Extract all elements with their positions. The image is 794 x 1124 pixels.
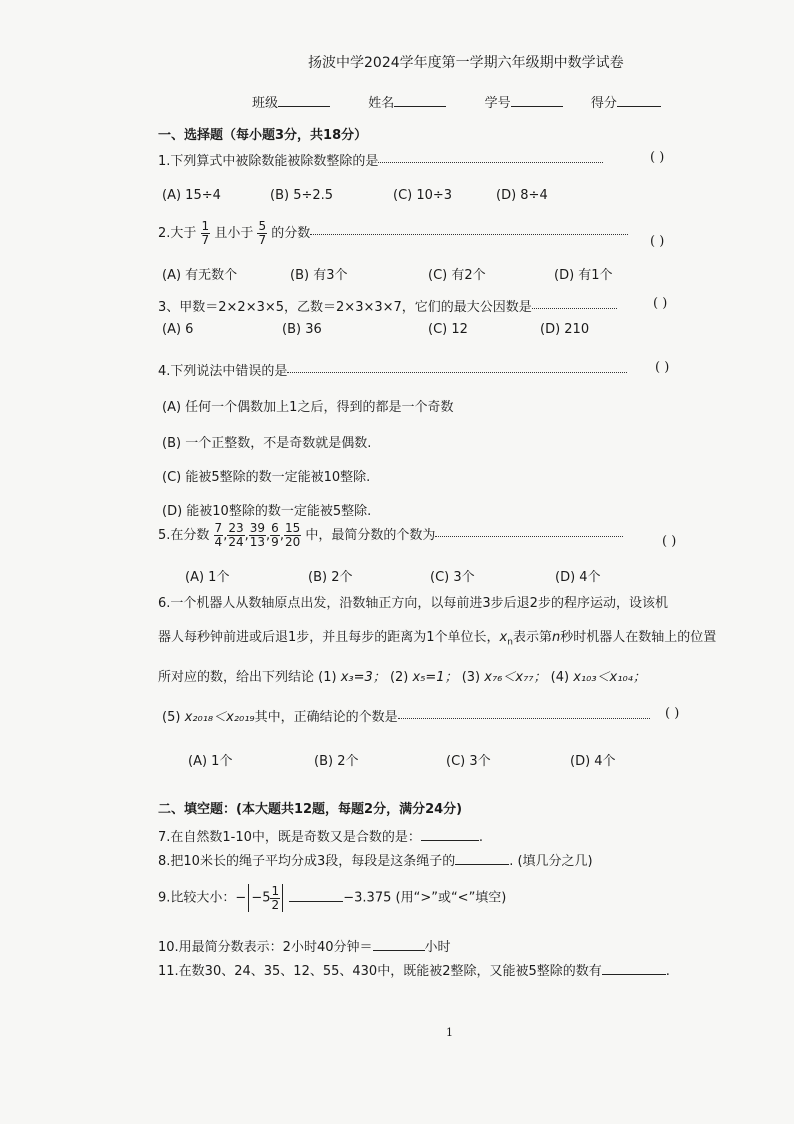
q10-unit: 小时 [424, 940, 451, 955]
q5-stem: 5.在分数 $\frac{7}{4}$ , $\frac{23}{24}$ , $\frac{39}{13}$ , $\frac{6}{9}$ , $\frac{15}{20}$ 中，最简分数的个数为 [158, 522, 623, 549]
q2-stem [158, 220, 628, 247]
q3-opt-c[interactable]: (C) 12 [428, 322, 468, 337]
q9-frac [270, 885, 280, 912]
q9-value: −3.375 [343, 890, 392, 906]
q5-post: 中，最简分数的个数为 [305, 528, 436, 543]
q2-opt-d[interactable]: (D) 有1个 [554, 268, 613, 283]
class-blank[interactable] [278, 105, 330, 107]
q3-text: 3、甲数＝2×2×3×5，乙数＝2×3×3×7，它们的最大公因数是 [158, 300, 532, 315]
q1-opt-a[interactable]: (A) 15÷4 [162, 188, 221, 203]
q5-frac-1 [214, 522, 224, 549]
q6-line2a: 器人每秒钟前进或后退1步，并且每步的距离为1个单位长， [158, 630, 500, 645]
q6-xn-sub: n [507, 637, 513, 648]
q6-opt-a[interactable]: (A) 1个 [188, 754, 233, 769]
q5-frac-5 [284, 522, 301, 549]
q5-answer-paren[interactable]: ( ) [662, 534, 677, 549]
q5-opt-c[interactable]: (C) 3个 [430, 570, 475, 585]
q10-text: 10.用最简分数表示：2小时40分钟＝ [158, 940, 373, 955]
section1-heading: 一、选择题（每小题3分，共18分） [158, 128, 368, 143]
q9-abs-left [248, 884, 249, 912]
q5-dots [435, 535, 623, 537]
q2-dots [310, 233, 628, 235]
q6-opt-c[interactable]: (C) 3个 [446, 754, 491, 769]
q2-frac1-num: 1 [201, 219, 210, 233]
q5-opt-d[interactable]: (D) 4个 [555, 570, 601, 585]
q6-line2b: 表示第 [512, 630, 552, 645]
q3-opt-d[interactable]: (D) 210 [540, 322, 590, 337]
q1-stem [158, 150, 603, 169]
q2-frac2 [257, 220, 267, 247]
q6-conclusion1-label: (1) [318, 670, 337, 685]
q6-xn: x [499, 630, 508, 645]
q7-blank[interactable] [421, 839, 479, 841]
q5-frac-4 [270, 522, 280, 549]
q6-line4b: 其中，正确结论的个数是 [254, 710, 398, 725]
q9-blank[interactable] [289, 900, 343, 902]
q6-line2 [158, 626, 716, 648]
page-number: 1 [446, 1026, 453, 1039]
q4-answer-paren[interactable]: ( ) [655, 360, 670, 375]
q5-frac-1-den: 4 [214, 535, 223, 549]
q6-conclusion5: x₂₀₁₈＜x₂₀₁₉ [184, 710, 255, 725]
q6-line2c: 秒时机器人在数轴上的位置 [560, 630, 717, 645]
q5-frac-2-num: 23 [228, 521, 244, 535]
q2-mid: 且小于 [214, 226, 254, 241]
q10 [158, 936, 451, 955]
q4-dots [287, 371, 627, 373]
q5-frac-2 [227, 522, 244, 549]
q6-conclusion5-label: (5) [162, 710, 181, 725]
q6-conclusion1: x₃=3； [340, 670, 386, 685]
q6-conclusion3: x₇₆＜x₇₇； [484, 670, 547, 685]
q8 [158, 850, 593, 869]
q6-answer-paren[interactable]: ( ) [665, 706, 680, 721]
q6-line3-text: 所对应的数，给出下列结论 [158, 670, 315, 685]
q5-frac-5-den: 20 [284, 535, 301, 549]
q1-text: 1.下列算式中被除数能被除数整除的是 [158, 154, 379, 169]
q9 [158, 884, 506, 912]
score-label: 得分 [590, 96, 617, 111]
q3-stem [158, 296, 617, 315]
q5-frac-1-num: 7 [214, 521, 223, 535]
q4-opt-b[interactable]: (B) 一个正整数，不是奇数就是偶数. [162, 436, 372, 451]
q6-conclusion3-label: (3) [461, 670, 481, 685]
q3-opt-a[interactable]: (A) 6 [162, 322, 194, 337]
q4-stem [158, 360, 627, 379]
q7-text: 7.在自然数1-10中，既是奇数又是合数的是： [158, 830, 421, 845]
q6-conclusion4-label: (4) [550, 670, 570, 685]
q9-text: 9.比较大小： [158, 890, 236, 906]
q8-hint: . (填几分之几) [509, 854, 593, 869]
q6-opt-b[interactable]: (B) 2个 [314, 754, 359, 769]
q5-frac-3-num: 39 [249, 521, 266, 535]
q2-frac2-num: 5 [258, 219, 267, 233]
q2-frac1-den: 7 [201, 233, 210, 247]
q7: 7.在自然数1-10中，既是奇数又是合数的是： . [158, 830, 484, 845]
q5-frac-5-num: 15 [284, 521, 301, 535]
q8-text: 8.把10米长的绳子平均分成3段，每段是这条绳子的 [158, 854, 456, 869]
q9-hint: (用“>”或“<”填空) [395, 890, 507, 906]
q9-frac-den: 2 [271, 897, 280, 912]
q5-frac-3 [249, 522, 266, 549]
q11-blank[interactable] [602, 973, 666, 975]
q1-dots [378, 161, 603, 163]
q9-neg-sign: − [235, 890, 247, 906]
q10-blank[interactable] [373, 949, 425, 951]
q1-opt-b[interactable]: (B) 5÷2.5 [270, 188, 334, 203]
q9-frac-num: 1 [271, 883, 280, 898]
id-label: 学号 [484, 96, 511, 111]
q11: 11.在数30、24、35、12、55、430中，既能被2整除，又能被5整除的数有 . [158, 964, 670, 979]
class-label: 班级 [252, 96, 279, 111]
q6-conclusion2-label: (2) [389, 670, 409, 685]
q4-opt-d[interactable]: (D) 能被10整除的数一定能被5整除. [162, 504, 372, 519]
score-blank[interactable] [617, 105, 661, 107]
q5-frac-2-den: 24 [228, 535, 244, 549]
q5-pre: 5.在分数 [158, 528, 210, 543]
q5-opt-a[interactable]: (A) 1个 [185, 570, 230, 585]
id-blank[interactable] [511, 105, 563, 107]
q2-post: 的分数 [271, 226, 311, 241]
q11-text: 11.在数30、24、35、12、55、430中，既能被2整除，又能被5整除的数有 [158, 964, 602, 979]
q6-conclusion4: x₁₀₃＜x₁₀₄； [573, 670, 646, 685]
q3-opt-b[interactable]: (B) 36 [282, 322, 322, 337]
q9-int: −5 [251, 890, 271, 906]
exam-title: 扬波中学2024学年度第一学期六年级期中数学试卷 [308, 55, 624, 71]
q8-blank[interactable] [455, 863, 509, 865]
name-label: 姓名 [368, 96, 395, 111]
q2-opt-b[interactable]: (B) 有3个 [290, 268, 348, 283]
q3-answer-paren[interactable]: ( ) [653, 296, 668, 311]
q5-opt-b[interactable]: (B) 2个 [308, 570, 353, 585]
q6-line4 [162, 706, 650, 725]
q2-answer-paren[interactable]: ( ) [650, 234, 665, 249]
q4-opt-c[interactable]: (C) 能被5整除的数一定能被10整除. [162, 470, 371, 485]
q2-opt-c[interactable]: (C) 有2个 [428, 268, 486, 283]
q5-frac-3-den: 13 [249, 535, 266, 549]
q2-frac2-den: 7 [258, 233, 267, 247]
q6-conclusion2: x₅=1； [412, 670, 458, 685]
q6-n: n [551, 630, 561, 645]
info-line [252, 92, 661, 111]
q5-frac-4-num: 6 [271, 521, 279, 535]
q1-answer-paren[interactable]: ( ) [650, 150, 665, 165]
section2-heading: 二、填空题：(本大题共12题，每题2分，满分24分) [158, 802, 463, 817]
q6-opt-d[interactable]: (D) 4个 [570, 754, 616, 769]
q2-pre: 2.大于 [158, 226, 197, 241]
q3-dots [532, 307, 617, 309]
q2-frac1 [201, 220, 211, 247]
q2-opt-a[interactable]: (A) 有无数个 [162, 268, 238, 283]
q4-opt-a[interactable]: (A) 任何一个偶数加上1之后，得到的都是一个奇数 [162, 400, 454, 415]
q4-text: 4.下列说法中错误的是 [158, 364, 288, 379]
q6-dots [398, 717, 650, 719]
q5-frac-4-den: 9 [271, 535, 279, 549]
q6-line3 [158, 666, 646, 685]
q9-abs-right [282, 884, 283, 912]
q1-opt-d[interactable]: (D) 8÷4 [496, 188, 548, 203]
q6-line1: 6.一个机器人从数轴原点出发，沿数轴正方向，以每前进3步后退2步的程序运动，设该机 [158, 596, 668, 611]
name-blank[interactable] [394, 105, 446, 107]
q1-opt-c[interactable]: (C) 10÷3 [393, 188, 453, 203]
